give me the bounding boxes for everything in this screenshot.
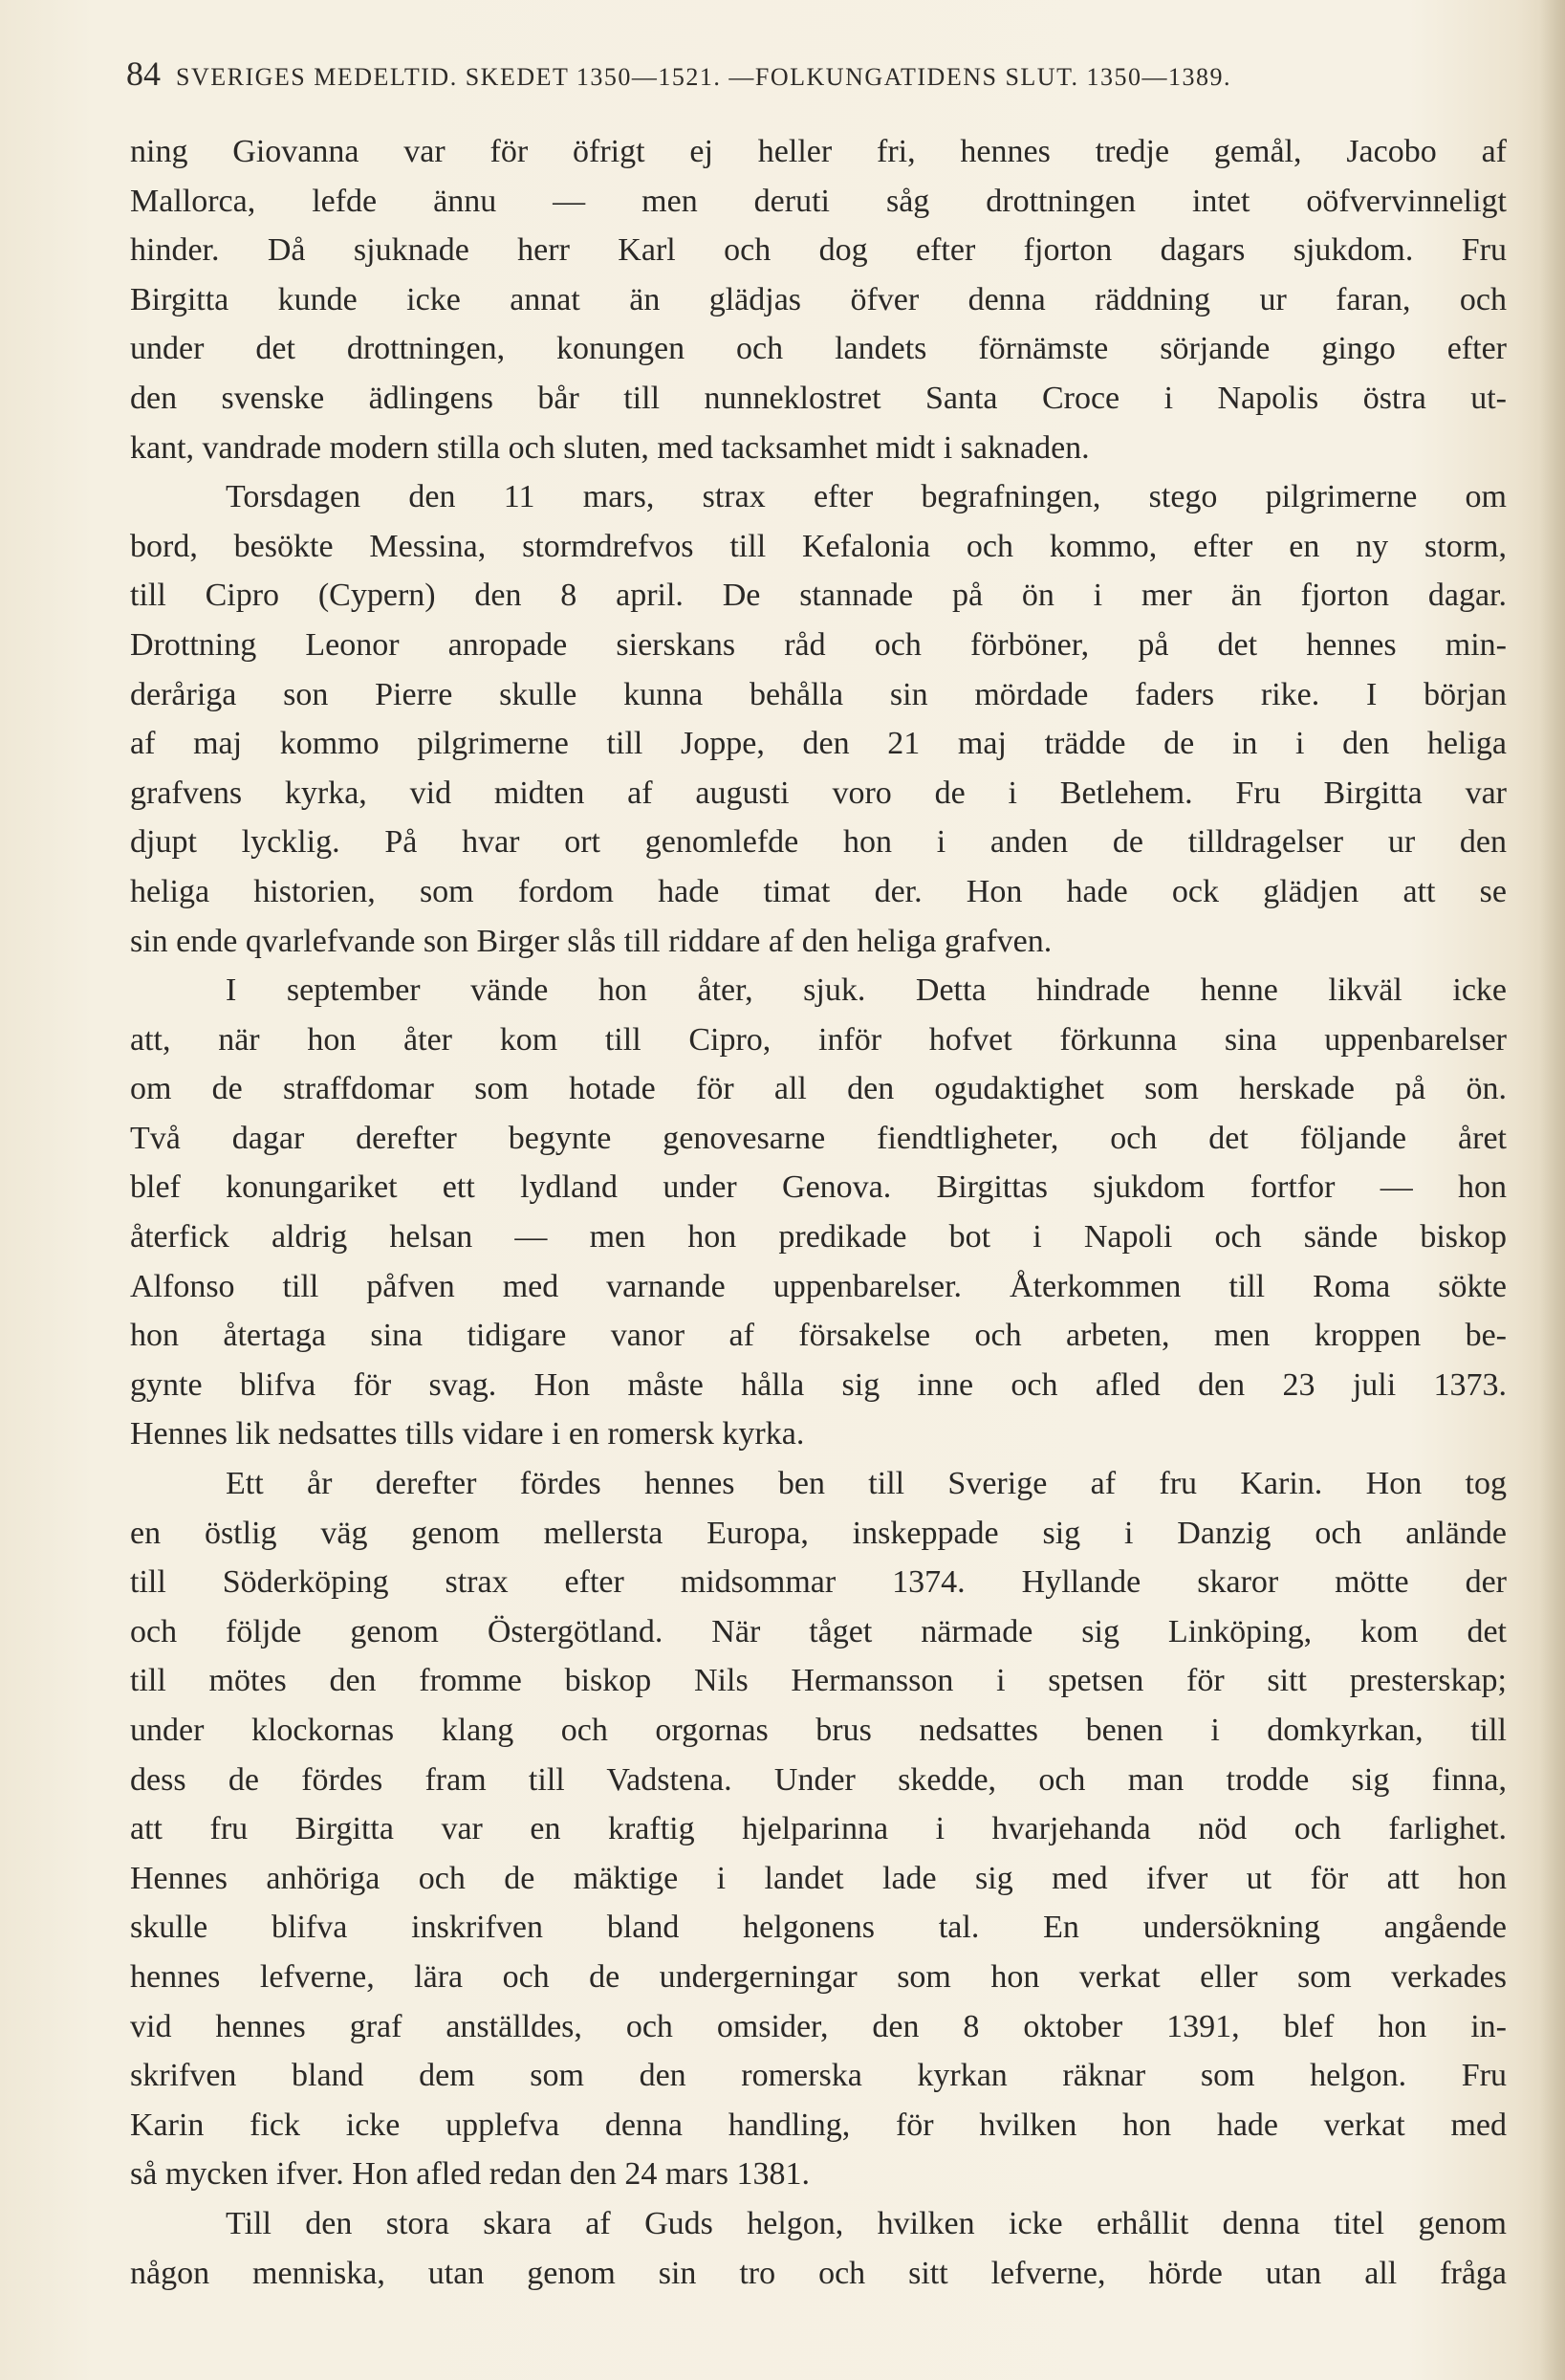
text-line: Hennes anhöriga och de mäktige i landet lade sig med ifver ut för att hon (130, 1860, 1507, 1896)
text-line: af maj kommo pilgrimerne till Joppe, den 21 maj trädde de in i den heliga (130, 726, 1507, 762)
text-line: Till den stora skara af Guds helgon, hvilken icke erhållit denna titel genom (226, 2205, 1507, 2241)
text-line: till Söderköping strax efter midsommar 1374. Hyllande skaror mötte der (130, 1564, 1507, 1601)
text-line: Torsdagen den 11 mars, strax efter begrafningen, stego pilgrimerne om (226, 479, 1507, 515)
text-line: Mallorca, lefde ännu — men deruti såg drottningen intet oöfvervinneligt (130, 183, 1507, 219)
text-line: blef konungariket ett lydland under Genova. Birgittas sjukdom fortfor — hon (130, 1169, 1507, 1206)
text-line: Karin fick icke upplefva denna handling, för hvilken hon hade verkat med (130, 2107, 1507, 2143)
text-line: och följde genom Östergötland. När tåget närmade sig Linköping, kom det (130, 1613, 1507, 1649)
text-line: Hennes lik nedsattes tills vidare i en romersk kyrka. (130, 1416, 805, 1452)
text-line: den svenske ädlingens bår till nunneklostret Santa Croce i Napolis östra ut- (130, 380, 1507, 416)
text-line: grafvens kyrka, vid midten af augusti voro de i Betlehem. Fru Birgitta var (130, 775, 1507, 811)
text-line: ning Giovanna var för öfrigt ej heller fri, hennes tredje gemål, Jacobo af (130, 134, 1507, 169)
text-line: dess de fördes fram till Vadstena. Under skedde, och man trodde sig finna, (130, 1761, 1507, 1798)
text-line: att fru Birgitta var en kraftig hjelparinna i hvarjehanda nöd och farlighet. (130, 1811, 1507, 1847)
text-line: Ett år derefter fördes hennes ben till Sverige af fru Karin. Hon tog (226, 1466, 1507, 1502)
page-edge-shadow (1540, 0, 1565, 2380)
text-line: att, när hon åter kom till Cipro, inför hofvet förkunna sina uppenbarelser (130, 1021, 1507, 1058)
text-line: gynte blifva för svag. Hon måste hålla sig inne och afled den 23 juli 1373. (130, 1366, 1507, 1403)
text-line: skulle blifva inskrifven bland helgonens tal. En undersökning angående (130, 1910, 1507, 1946)
text-line: Drottning Leonor anropade sierskans råd och förböner, på det hennes min- (130, 626, 1507, 663)
text-line: en östlig väg genom mellersta Europa, inskeppade sig i Danzig och anlände (130, 1515, 1507, 1551)
body-text (130, 127, 1507, 2298)
text-line: under klockornas klang och orgornas brus nedsattes benen i domkyrkan, till (130, 1713, 1507, 1748)
page-number: 84 (126, 55, 161, 93)
running-header (126, 54, 1522, 92)
text-line: heliga historien, som fordom hade timat der. Hon hade ock glädjen att se (130, 873, 1507, 909)
text-line: så mycken ifver. Hon afled redan den 24 mars 1381. (130, 2156, 810, 2193)
text-line: till mötes den fromme biskop Nils Hermansson i spetsen för sitt presterskap; (130, 1663, 1507, 1699)
text-line: bord, besökte Messina, stormdrefvos till Kefalonia och kommo, efter en ny storm, (130, 528, 1507, 564)
running-head-title: SVERIGES MEDELTID. SKEDET 1350—1521. —FOLKUNGATIDENS SLUT. 1350—1389. (176, 63, 1232, 91)
text-line: Birgitta kunde icke annat än glädjas öfver denna räddning ur faran, och (130, 281, 1507, 317)
text-line: kant, vandrade modern stilla och sluten, med tacksamhet midt i saknaden. (130, 429, 1090, 466)
text-line: Alfonso till påfven med varnande uppenbarelser. Återkommen till Roma sökte (130, 1268, 1507, 1304)
text-line: skrifven bland dem som den romerska kyrkan räknar som helgon. Fru (130, 2058, 1507, 2094)
text-line: hinder. Då sjuknade herr Karl och dog efter fjorton dagars sjukdom. Fru (130, 232, 1507, 269)
text-line: Två dagar derefter begynte genovesarne fiendtligheter, och det följande året (130, 1120, 1507, 1156)
text-line: I september vände hon åter, sjuk. Detta hindrade henne likväl icke (226, 972, 1507, 1009)
text-line: återfick aldrig helsan — men hon predikade bot i Napoli och sände biskop (130, 1219, 1507, 1256)
text-line: djupt lycklig. På hvar ort genomlefde hon i anden de tilldragelser ur den (130, 824, 1507, 861)
text-line: under det drottningen, konungen och landets förnämste sörjande gingo efter (130, 331, 1507, 367)
text-line: hennes lefverne, lära och de undergerningar som hon verkat eller som verkades (130, 1958, 1507, 1995)
text-line: deråriga son Pierre skulle kunna behålla sin mördade faders rike. I början (130, 676, 1507, 712)
text-line: hon återtaga sina tidigare vanor af försakelse och arbeten, men kroppen be- (130, 1318, 1507, 1354)
text-line: till Cipro (Cypern) den 8 april. De stannade på ön i mer än fjorton dagar. (130, 578, 1507, 614)
text-line: vid hennes graf anställdes, och omsider, den 8 oktober 1391, blef hon in- (130, 2008, 1507, 2044)
text-line: om de straffdomar som hotade för all den ogudaktighet som herskade på ön. (130, 1071, 1507, 1107)
text-line: sin ende qvarlefvande son Birger slås till riddare af den heliga grafven. (130, 923, 1053, 959)
text-line: någon menniska, utan genom sin tro och sitt lefverne, hörde utan all fråga (130, 2255, 1507, 2291)
